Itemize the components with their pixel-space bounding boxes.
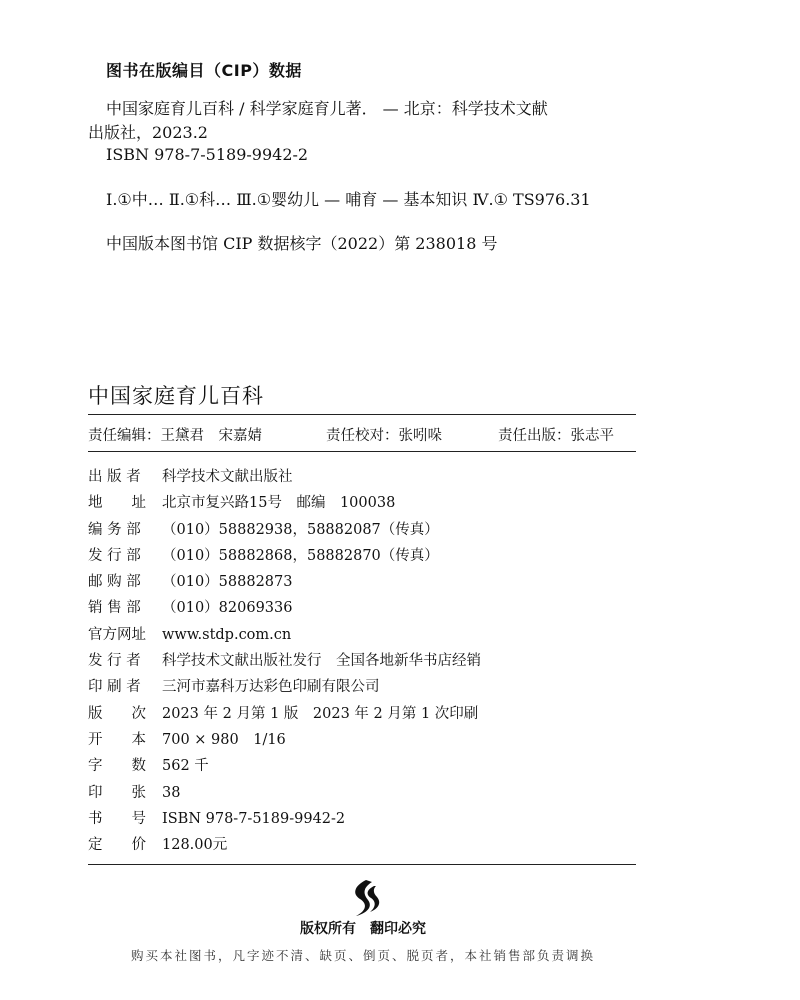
colophon-row-distributor xyxy=(88,648,636,674)
row-label: 邮 购 部 xyxy=(88,574,141,591)
cip-isbn: ISBN 978-7-5189-9942-2 xyxy=(106,145,309,164)
row-value: 700 × 980 1/16 xyxy=(162,731,286,748)
row-label: 地 址 xyxy=(88,495,146,512)
row-value: 38 xyxy=(162,784,181,801)
row-label: 字 数 xyxy=(88,758,146,775)
credit-publisher: 责任出版：张志平 xyxy=(498,428,614,444)
row-value: 北京市复兴路15号 邮编 100038 xyxy=(162,495,396,512)
cip-heading: 图书在版编目（CIP）数据 xyxy=(106,61,302,80)
credit-editor: 责任编辑：王黛君 宋嘉婧 xyxy=(88,428,262,444)
colophon-row-website xyxy=(88,622,636,648)
replacement-notice: 购买本社图书，凡字迹不清、缺页、倒页、脱页者，本社销售部负责调换 xyxy=(130,948,595,963)
rights-statement: 版权所有 翻印必究 xyxy=(300,921,426,937)
cip-record: 中国版本图书馆 CIP 数据核字（2022）第 238018 号 xyxy=(106,234,498,253)
row-value: 三河市嘉科万达彩色印刷有限公司 xyxy=(162,679,380,696)
row-label: 销 售 部 xyxy=(88,600,141,617)
row-label: 版 次 xyxy=(88,705,146,722)
row-value: 科学技术文献出版社 xyxy=(162,469,293,485)
colophon-row-publisher xyxy=(88,464,636,490)
row-value: （010）82069336 xyxy=(162,600,293,617)
colophon-row-sheets xyxy=(88,780,636,806)
row-value: （010）58882873 xyxy=(162,574,293,591)
row-value: 2023 年 2 月第 1 版 2023 年 2 月第 1 次印刷 xyxy=(162,705,479,722)
credits-rule xyxy=(88,451,636,452)
row-value: （010）58882868，58882870（传真） xyxy=(162,547,439,564)
row-label: 印 刷 者 xyxy=(88,679,141,696)
publisher-logo-icon xyxy=(344,878,384,920)
colophon-list xyxy=(88,464,636,858)
row-label: 发 行 部 xyxy=(88,547,141,564)
colophon-row-address xyxy=(88,490,636,516)
row-label: 定 价 xyxy=(88,837,146,854)
row-label: 发 行 者 xyxy=(88,653,141,670)
row-value: www.stdp.com.cn xyxy=(162,626,292,643)
colophon-row-word-count xyxy=(88,753,636,779)
cip-line-2: 出版社，2023.2 xyxy=(88,123,208,142)
row-value: 128.00元 xyxy=(162,837,228,854)
colophon-row-mail-order xyxy=(88,569,636,595)
row-label: 编 务 部 xyxy=(88,521,141,538)
row-label: 官方网址 xyxy=(88,626,146,643)
row-value: 562 千 xyxy=(162,758,209,775)
book-title: 中国家庭育儿百科 xyxy=(88,384,264,408)
title-rule xyxy=(88,414,636,415)
credit-proofreader: 责任校对：张吲哚 xyxy=(326,428,442,444)
row-label: 书 号 xyxy=(88,810,146,827)
colophon-row-price xyxy=(88,832,636,858)
colophon-row-sales xyxy=(88,595,636,621)
cip-classification: Ⅰ.①中… Ⅱ.①科… Ⅲ.①婴幼儿 — 哺育 — 基本知识 Ⅳ.① TS976.31 xyxy=(106,190,591,209)
colophon-row-format xyxy=(88,727,636,753)
colophon-row-printer xyxy=(88,674,636,700)
row-value: 科学技术文献出版社发行 全国各地新华书店经销 xyxy=(162,653,481,670)
row-label: 印 张 xyxy=(88,784,146,801)
colophon-row-editorial xyxy=(88,517,636,543)
colophon-row-isbn xyxy=(88,806,636,832)
colophon-row-distribution xyxy=(88,543,636,569)
row-value: ISBN 978-7-5189-9942-2 xyxy=(162,810,346,827)
row-value: （010）58882938，58882087（传真） xyxy=(162,521,439,538)
cip-line-1: 中国家庭育儿百科 / 科学家庭育儿著． — 北京：科学技术文献 xyxy=(106,99,548,118)
row-label: 开 本 xyxy=(88,731,146,748)
colophon-row-edition xyxy=(88,701,636,727)
row-label: 出 版 者 xyxy=(88,469,141,485)
colophon-rule xyxy=(88,864,636,865)
